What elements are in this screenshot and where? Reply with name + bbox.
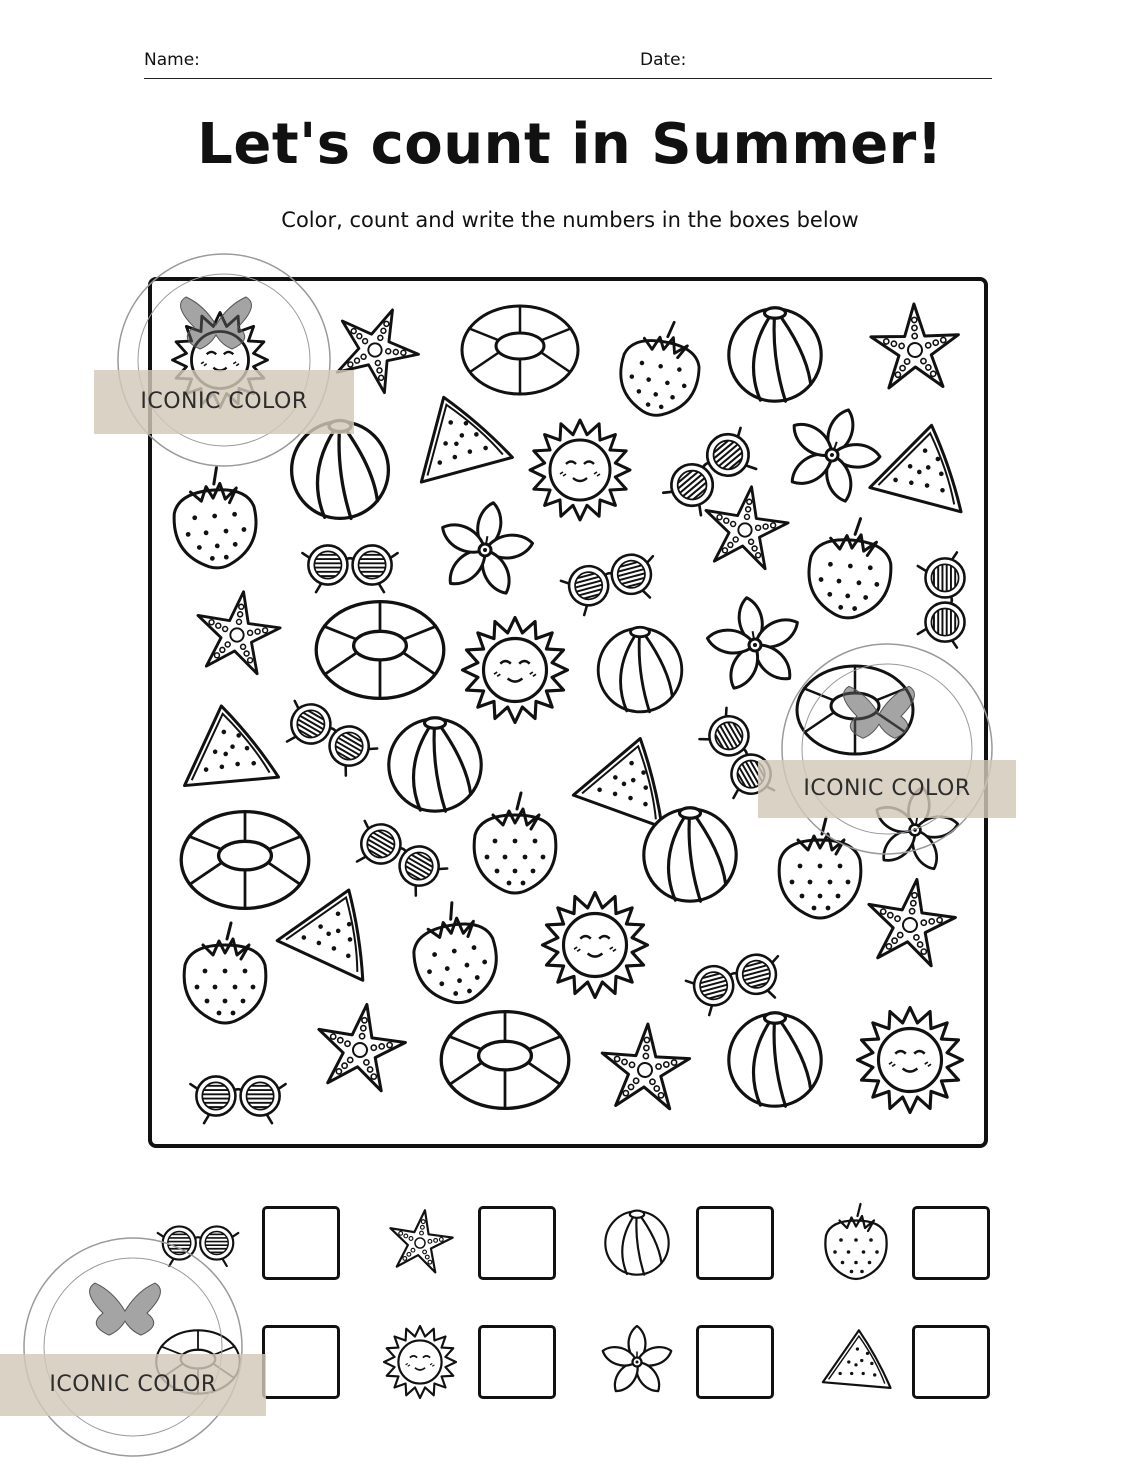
answer-box-swim-ring[interactable]: [262, 1325, 340, 1399]
beach-ball-icon: [605, 1211, 668, 1275]
watermark-stamp: [778, 640, 996, 858]
date-label: Date:: [640, 50, 687, 70]
page-title: Let's count in Summer!: [197, 112, 943, 177]
watermark-stamp: [114, 250, 334, 470]
flower-icon: [600, 1326, 674, 1396]
answer-box-beach-ball[interactable]: [696, 1206, 774, 1280]
sun-icon: [384, 1326, 456, 1398]
watermark-ring-logo: [20, 1234, 246, 1460]
starfish-icon: [390, 1210, 452, 1272]
answer-box-strawberry[interactable]: [912, 1206, 990, 1280]
answer-box-starfish[interactable]: [478, 1206, 556, 1280]
name-label: Name:: [144, 50, 200, 70]
watermark-brand: ICONIC COLOR: [803, 776, 971, 801]
strawberry-icon: [825, 1204, 886, 1279]
watermark-brand: ICONIC COLOR: [140, 389, 308, 414]
answer-box-sun[interactable]: [478, 1325, 556, 1399]
answer-box-flower[interactable]: [696, 1325, 774, 1399]
watermark-ring-logo: [778, 640, 996, 858]
instructions: Color, count and write the numbers in the boxes below: [281, 208, 859, 232]
watermark-brand: ICONIC COLOR: [49, 1372, 217, 1397]
answer-box-sunglasses[interactable]: [262, 1206, 340, 1280]
watermark-ring-logo: [114, 250, 334, 470]
answer-box-watermelon[interactable]: [912, 1325, 990, 1399]
watermark-stamp: [20, 1234, 246, 1460]
watermelon-slice-icon: [823, 1330, 891, 1388]
